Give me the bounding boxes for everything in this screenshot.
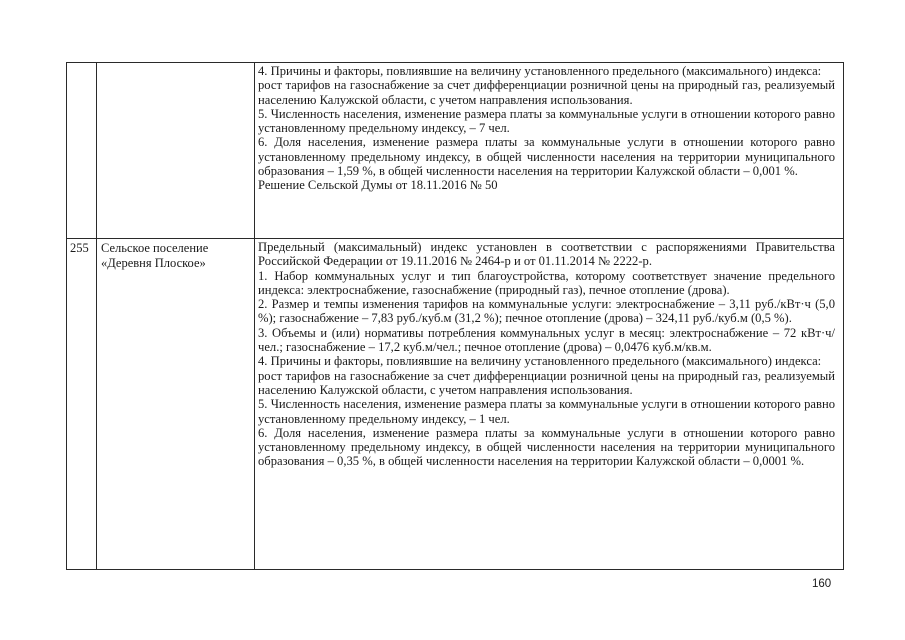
paragraph-tariffs: 2. Размер и темпы изменения тарифов на коммунальные услуги: электроснабжение – 3,11 руб./кВт·ч (5,0 %); газоснабжение – 7,83 руб./куб.м (31,2 %); печное отопление (дрова) – 324,11 руб./куб.м (0,5 %). xyxy=(258,297,835,326)
paragraph-decision: Решение Сельской Думы от 18.11.2016 № 50 xyxy=(258,178,498,193)
paragraph-population-count: 5. Численность населения, изменение размера платы за коммунальные услуги в отношении которого равно установленному предельному индексу, – 7 чел. xyxy=(258,106,835,136)
municipality-name-cell: Сельское поселение «Деревня Плоское» xyxy=(97,239,255,570)
table-row-continuation xyxy=(67,63,844,239)
municipality-name-cell xyxy=(97,63,255,239)
index-description-cell xyxy=(255,239,844,570)
paragraph-factors-heading: 4. Причины и факторы, повлиявшие на величину установленного предельного (максимального) индекса: xyxy=(258,354,822,369)
paragraph-factors-text: рост тарифов на газоснабжение за счет дифференциации розничной цены на природный газ, реализуемый населению Калужской области, с учетом направления использования. xyxy=(258,78,835,107)
index-description-cell xyxy=(255,63,844,239)
table-row-255 xyxy=(67,239,844,570)
municipal-index-table xyxy=(66,62,844,570)
paragraph-services-set: 1. Набор коммунальных услуг и тип благоустройства, которому соответствует значение предельного индекса: электроснабжение, газоснабжение (природный газ), печное отопление (дрова). xyxy=(258,268,835,297)
paragraph-population-share: 6. Доля населения, изменение размера платы за коммунальные услуги в отношении которого равно установленному предельному индексу, в общей численности населения на территории муниципального образования – 0,35 %, в общей численности населения на территории Калужской области – 0,0001 %. xyxy=(258,425,835,469)
paragraph-consumption: 3. Объемы и (или) нормативы потребления коммунальных услуг в месяц: электроснабжение – 72 кВт·ч/чел.; газоснабжение – 17,2 куб.м/чел.; печное отопление (дрова) – 0,0476 куб.м/кв.м. xyxy=(258,325,835,355)
row-number-cell xyxy=(67,63,97,239)
paragraph-factors-text: рост тарифов на газоснабжение за счет дифференциации розничной цены на природный газ, реализуемый населению Калужской области, с учетом направления использования. xyxy=(258,368,835,397)
paragraph-basis: Предельный (максимальный) индекс установлен в соответствии с распоряжениями Правительства Российской Федерации от 19.11.2016 № 2464-р и от 01.11.2014 № 2222-р. xyxy=(258,240,835,269)
row-number-cell: 255 xyxy=(67,239,97,570)
paragraph-population-share: 6. Доля населения, изменение размера платы за коммунальные услуги в отношении которого равно установленному предельному индексу, в общей численности населения на территории муниципального образования – 1,59 %, в общей численности населения на территории Калужской области – 0,001 %. xyxy=(258,135,835,179)
paragraph-population-count: 5. Численность населения, изменение размера платы за коммунальные услуги в отношении которого равно установленному предельному индексу, – 1 чел. xyxy=(258,397,835,426)
page-number: 160 xyxy=(812,578,832,590)
paragraph-factors-heading: 4. Причины и факторы, повлиявшие на величину установленного предельного (максимального) индекса: xyxy=(258,64,822,78)
